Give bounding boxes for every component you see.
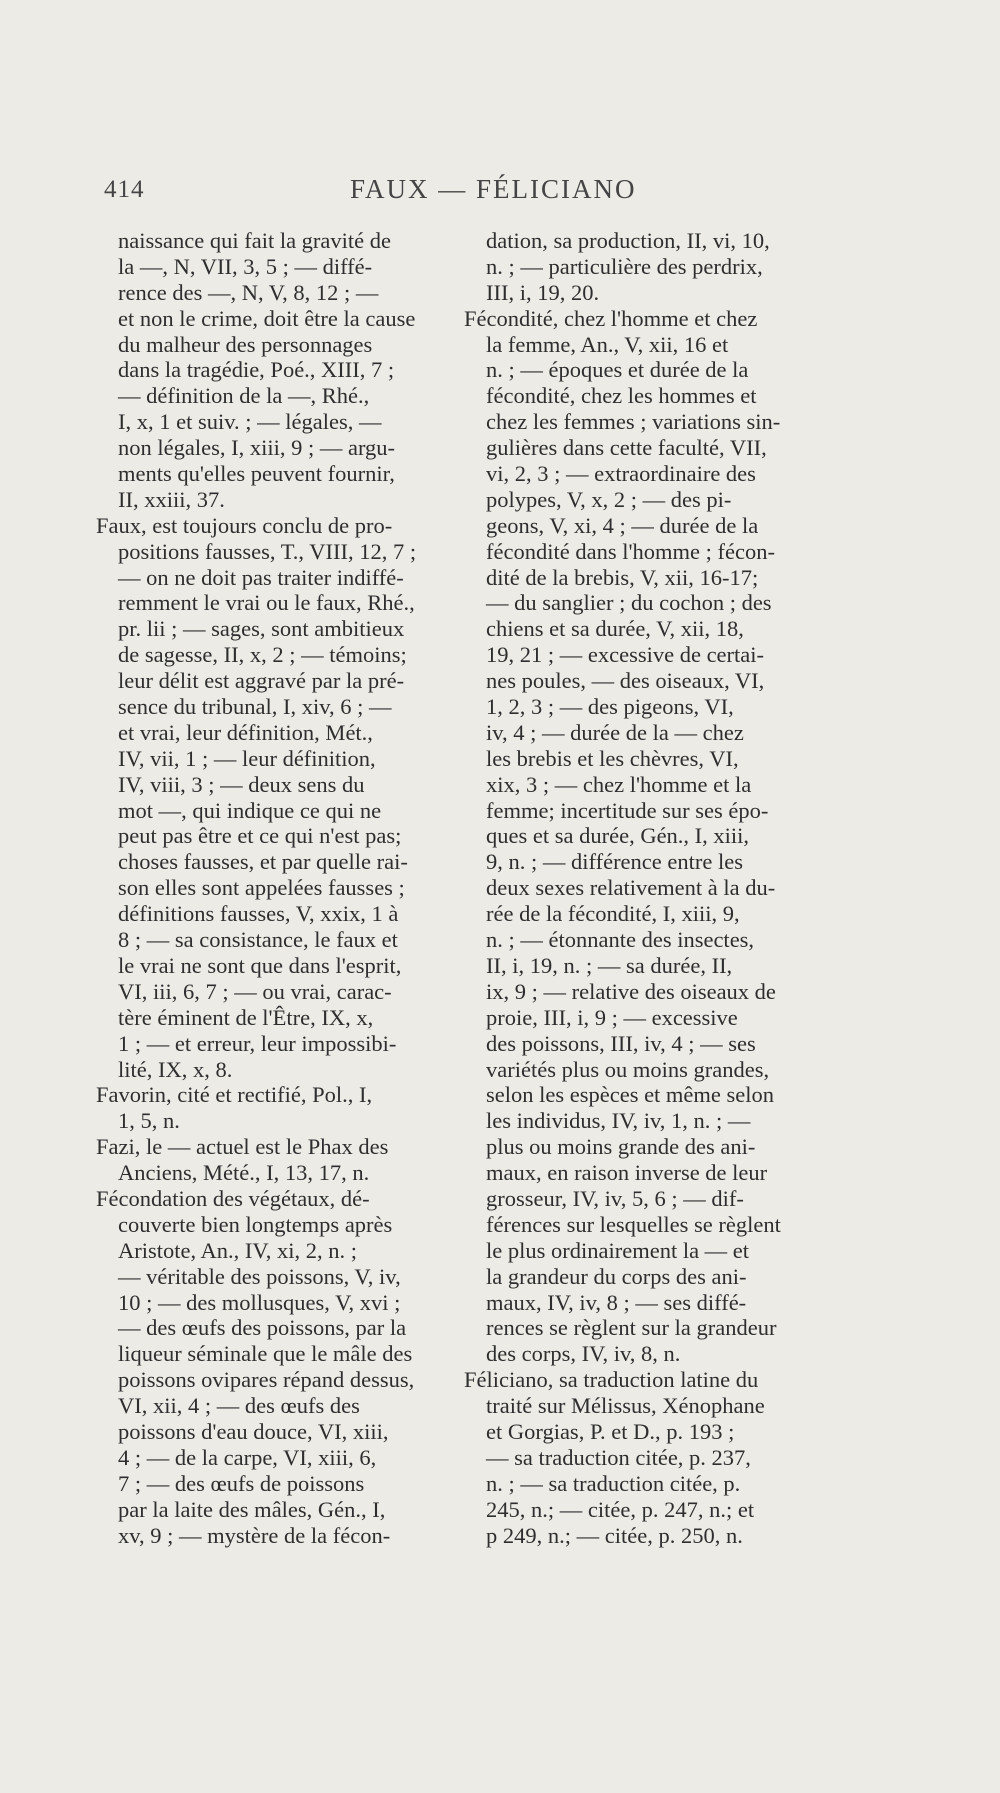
text-line: vi, 2, 3 ; — extraordinaire des (486, 461, 756, 487)
right-column (464, 228, 864, 1548)
text-line: dans la tragédie, Poé., XIII, 7 ; (118, 357, 395, 383)
text-line: 1 ; — et erreur, leur impossibi- (118, 1030, 397, 1056)
text-line: Anciens, Mété., I, 13, 17, n. (118, 1160, 370, 1186)
text-line: — des œufs des poissons, par la (118, 1315, 407, 1341)
text-line: dation, sa production, II, vi, 10, (486, 228, 770, 253)
text-line: 19, 21 ; — excessive de certai- (486, 642, 765, 668)
text-line: sence du tribunal, I, xiv, 6 ; — (118, 694, 392, 720)
text-line: polypes, V, x, 2 ; — des pi- (486, 486, 732, 512)
text-line: la femme, An., V, xii, 16 et (486, 331, 729, 357)
text-line: naissance qui fait la gravité de (118, 228, 392, 253)
text-line: par la laite des mâles, Gén., I, (118, 1496, 386, 1522)
text-line: des corps, IV, iv, 8, n. (486, 1341, 681, 1367)
text-line: IV, viii, 3 ; — deux sens du (118, 771, 365, 797)
text-line: 1, 2, 3 ; — des pigeons, VI, (486, 694, 734, 720)
text-line: peut pas être et ce qui n'est pas; (118, 823, 402, 849)
text-line: chiens et sa durée, V, xii, 18, (486, 616, 744, 642)
left-column (96, 228, 454, 1548)
text-line: femme; incertitude sur ses épo- (486, 797, 769, 823)
text-line: maux, IV, iv, 8 ; — ses diffé- (486, 1289, 747, 1315)
text-line: xix, 3 ; — chez l'homme et la (486, 771, 752, 797)
text-line: II, i, 19, n. ; — sa durée, II, (486, 952, 733, 978)
text-line: plus ou moins grande des ani- (486, 1134, 756, 1160)
text-line: Aristote, An., IV, xi, 2, n. ; (118, 1237, 357, 1263)
text-line: lité, IX, x, 8. (118, 1056, 233, 1082)
text-line: non légales, I, xiii, 9 ; — argu- (118, 435, 396, 461)
text-line: leur délit est aggravé par la pré- (118, 668, 405, 694)
entry-fazi: Fazi, le — actuel est le Phax des (96, 1134, 389, 1160)
text-line: positions fausses, T., VIII, 12, 7 ; (118, 538, 417, 564)
entry-feliciano: Féliciano, sa traduction latine du (464, 1367, 759, 1393)
text-line: selon les espèces et même selon (486, 1082, 775, 1108)
text-line: IV, vii, 1 ; — leur définition, (118, 745, 376, 771)
text-line: p 249, n.; — citée, p. 250, n. (486, 1522, 743, 1548)
text-line: fécondité dans l'homme ; fécon- (486, 538, 775, 564)
entry-fecondite: Fécondité, chez l'homme et chez (464, 305, 758, 331)
text-line: VI, xii, 4 ; — des œufs des (118, 1393, 360, 1419)
text-line: poissons d'eau douce, VI, xiii, (118, 1418, 389, 1444)
text-line: liqueur séminale que le mâle des (118, 1341, 413, 1367)
text-line: son elles sont appelées fausses ; (118, 875, 405, 901)
text-line: n. ; — particulière des perdrix, (486, 253, 763, 279)
text-line: maux, en raison inverse de leur (486, 1160, 768, 1186)
text-line: III, i, 19, 20. (486, 279, 600, 305)
text-line: fécondité, chez les hommes et (486, 383, 757, 409)
text-line: et non le crime, doit être la cause (118, 305, 416, 331)
text-line: ix, 9 ; — relative des oiseaux de (486, 978, 776, 1004)
text-line: les brebis et les chèvres, VI, (486, 745, 739, 771)
entry-faux: Faux, est toujours conclu de pro- (96, 512, 393, 538)
text-line: 7 ; — des œufs de poissons (118, 1470, 365, 1496)
text-line: et vrai, leur définition, Mét., (118, 719, 373, 745)
text-line: n. ; — sa traduction citée, p. (486, 1470, 741, 1496)
text-line: couverte bien longtemps après (118, 1211, 393, 1237)
text-line: férences sur lesquelles se règlent (486, 1211, 781, 1237)
text-line: dité de la brebis, V, xii, 16-17; (486, 564, 759, 590)
text-line: 245, n.; — citée, p. 247, n.; et (486, 1496, 755, 1522)
text-line: 9, n. ; — différence entre les (486, 849, 743, 875)
entry-fecondation: Fécondation des végétaux, dé- (96, 1185, 370, 1211)
text-line: deux sexes relativement à la du- (486, 875, 776, 901)
text-line: gulières dans cette faculté, VII, (486, 435, 767, 461)
text-line: ments qu'elles peuvent fournir, (118, 461, 395, 487)
page-number: 414 (104, 176, 145, 203)
text-line: la grandeur du corps des ani- (486, 1263, 747, 1289)
text-line: proie, III, i, 9 ; — excessive (486, 1004, 738, 1030)
text-line: n. ; — époques et durée de la (486, 357, 749, 383)
text-line: — définition de la —, Rhé., (118, 383, 370, 409)
text-line: I, x, 1 et suiv. ; — légales, — (118, 409, 382, 435)
text-line: poissons ovipares répand dessus, (118, 1367, 415, 1393)
entry-favorin: Favorin, cité et rectifié, Pol., I, (96, 1082, 373, 1108)
text-line: ques et sa durée, Gén., I, xiii, (486, 823, 750, 849)
text-line: xv, 9 ; — mystère de la fécon- (118, 1522, 391, 1548)
text-line: pr. lii ; — sages, sont ambitieux (118, 616, 405, 642)
text-line: geons, V, xi, 4 ; — durée de la (486, 512, 759, 538)
text-line: — sa traduction citée, p. 237, (486, 1444, 751, 1470)
text-line: définitions fausses, V, xxix, 1 à (118, 901, 399, 927)
text-line: les individus, IV, iv, 1, n. ; — (486, 1108, 751, 1134)
text-line: grosseur, IV, iv, 5, 6 ; — dif- (486, 1185, 744, 1211)
text-line: de sagesse, II, x, 2 ; — témoins; (118, 642, 407, 668)
text-line: la —, N, VII, 3, 5 ; — diffé- (118, 253, 373, 279)
text-line: mot —, qui indique ce qui ne (118, 797, 382, 823)
text-line: VI, iii, 6, 7 ; — ou vrai, carac- (118, 978, 392, 1004)
text-line: variétés plus ou moins grandes, (486, 1056, 770, 1082)
text-line: II, xxiii, 37. (118, 486, 225, 512)
text-line: 4 ; — de la carpe, VI, xiii, 6, (118, 1444, 377, 1470)
text-line: traité sur Mélissus, Xénophane (486, 1393, 765, 1419)
running-head: FAUX — FÉLICIANO (350, 174, 637, 204)
text-line: iv, 4 ; — durée de la — chez (486, 719, 744, 745)
text-line: du malheur des personnages (118, 331, 373, 357)
text-line: — on ne doit pas traiter indiffé- (118, 564, 404, 590)
text-line: 8 ; — sa consistance, le faux et (118, 927, 398, 953)
text-line: le vrai ne sont que dans l'esprit, (118, 952, 402, 978)
text-line: — du sanglier ; du cochon ; des (486, 590, 772, 616)
text-line: nes poules, — des oiseaux, VI, (486, 668, 765, 694)
text-line: choses fausses, et par quelle rai- (118, 849, 408, 875)
text-line: rence des —, N, V, 8, 12 ; — (118, 279, 379, 305)
text-line: 10 ; — des mollusques, V, xvi ; (118, 1289, 401, 1315)
text-line: 1, 5, n. (118, 1108, 180, 1134)
text-line: le plus ordinairement la — et (486, 1237, 750, 1263)
text-line: des poissons, III, iv, 4 ; — ses (486, 1030, 756, 1056)
text-line: n. ; — étonnante des insectes, (486, 927, 755, 953)
text-line: rences se règlent sur la grandeur (486, 1315, 777, 1341)
text-line: rée de la fécondité, I, xiii, 9, (486, 901, 740, 927)
text-line: remment le vrai ou le faux, Rhé., (118, 590, 415, 616)
text-line: chez les femmes ; variations sin- (486, 409, 781, 435)
text-line: tère éminent de l'Être, IX, x, (118, 1004, 374, 1030)
text-line: — véritable des poissons, V, iv, (118, 1263, 401, 1289)
text-line: et Gorgias, P. et D., p. 193 ; (486, 1418, 735, 1444)
